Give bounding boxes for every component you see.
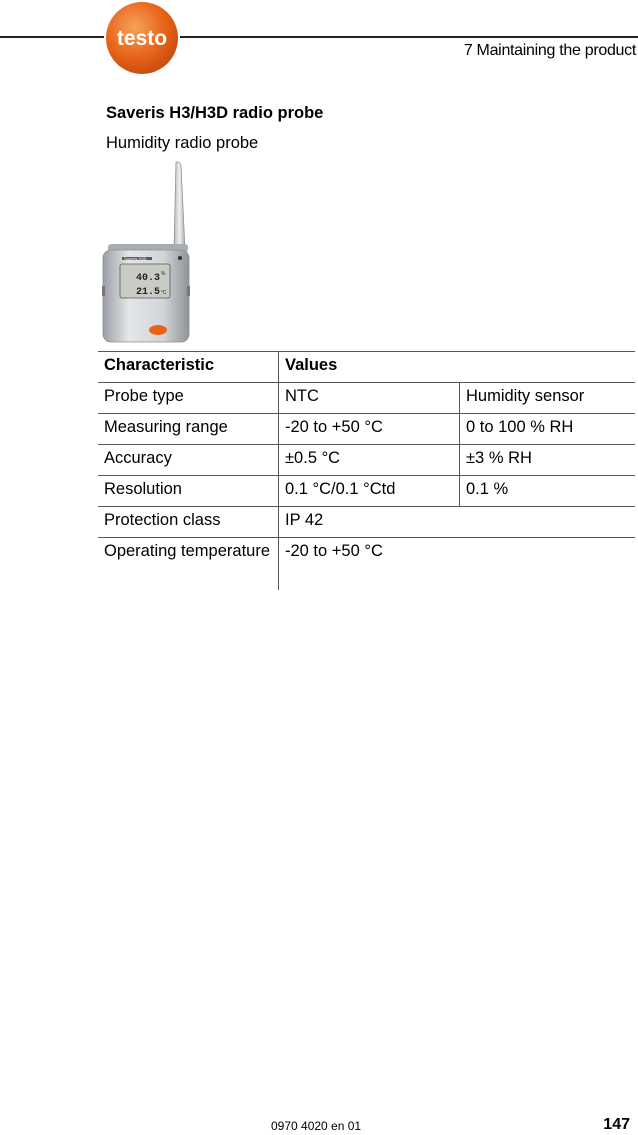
spec-table [98,351,635,590]
row-value-1: NTC [279,383,460,414]
table-row [98,476,635,507]
device-logo-badge [149,325,167,335]
row-value-2: Humidity sensor [460,383,636,414]
testo-logo [100,0,184,76]
row-value-1: 0.1 °C/0.1 °Ctd [279,476,460,507]
row-value-1: -20 to +50 °C [279,414,460,445]
row-name: Resolution [104,480,182,498]
row-name: Probe type [104,387,184,405]
row-value-2: 0 to 100 % RH [460,414,636,445]
device-label: Saveris H3D [124,256,147,261]
row-name: Protection class [104,511,221,529]
section-subtitle: Humidity radio probe [106,134,259,152]
radio-probe-image [98,160,198,344]
page-number: 147 [603,1116,630,1133]
table-row [98,383,635,414]
chapter-title: 7 Maintaining the product [463,42,636,59]
side-clip-left [102,286,105,296]
header-rule-left [0,36,104,38]
section-title: Saveris H3/H3D radio probe [106,104,324,122]
row-name: Accuracy [104,449,172,467]
header-characteristic: Characteristic [104,356,215,374]
lcd-unit-humidity: % [161,271,166,277]
row-name: Operating temperature [104,542,271,560]
row-value-2: 0.1 % [460,476,636,507]
document-code: 0970 4020 en 01 [271,1119,362,1133]
row-value-2: ±3 % RH [460,445,636,476]
status-led [178,256,182,260]
table-row [98,507,635,538]
header-rule-right [180,36,638,38]
lcd-reading-temperature: 21.5 [135,287,160,298]
row-name: Measuring range [104,418,228,436]
lcd-reading-humidity: 40.3 [135,273,160,284]
table-row [98,414,635,445]
table-header-row [98,352,635,383]
table-row [98,538,635,591]
row-value-1: -20 to +50 °C [279,538,636,591]
antenna [174,162,185,250]
row-value-1: ±0.5 °C [279,445,460,476]
logo-text: testo [116,27,168,50]
header-values: Values [279,352,636,383]
side-clip-right [187,286,190,296]
table-row [98,445,635,476]
lcd-unit-temperature: °C [161,290,167,296]
row-value-1: IP 42 [279,507,636,538]
